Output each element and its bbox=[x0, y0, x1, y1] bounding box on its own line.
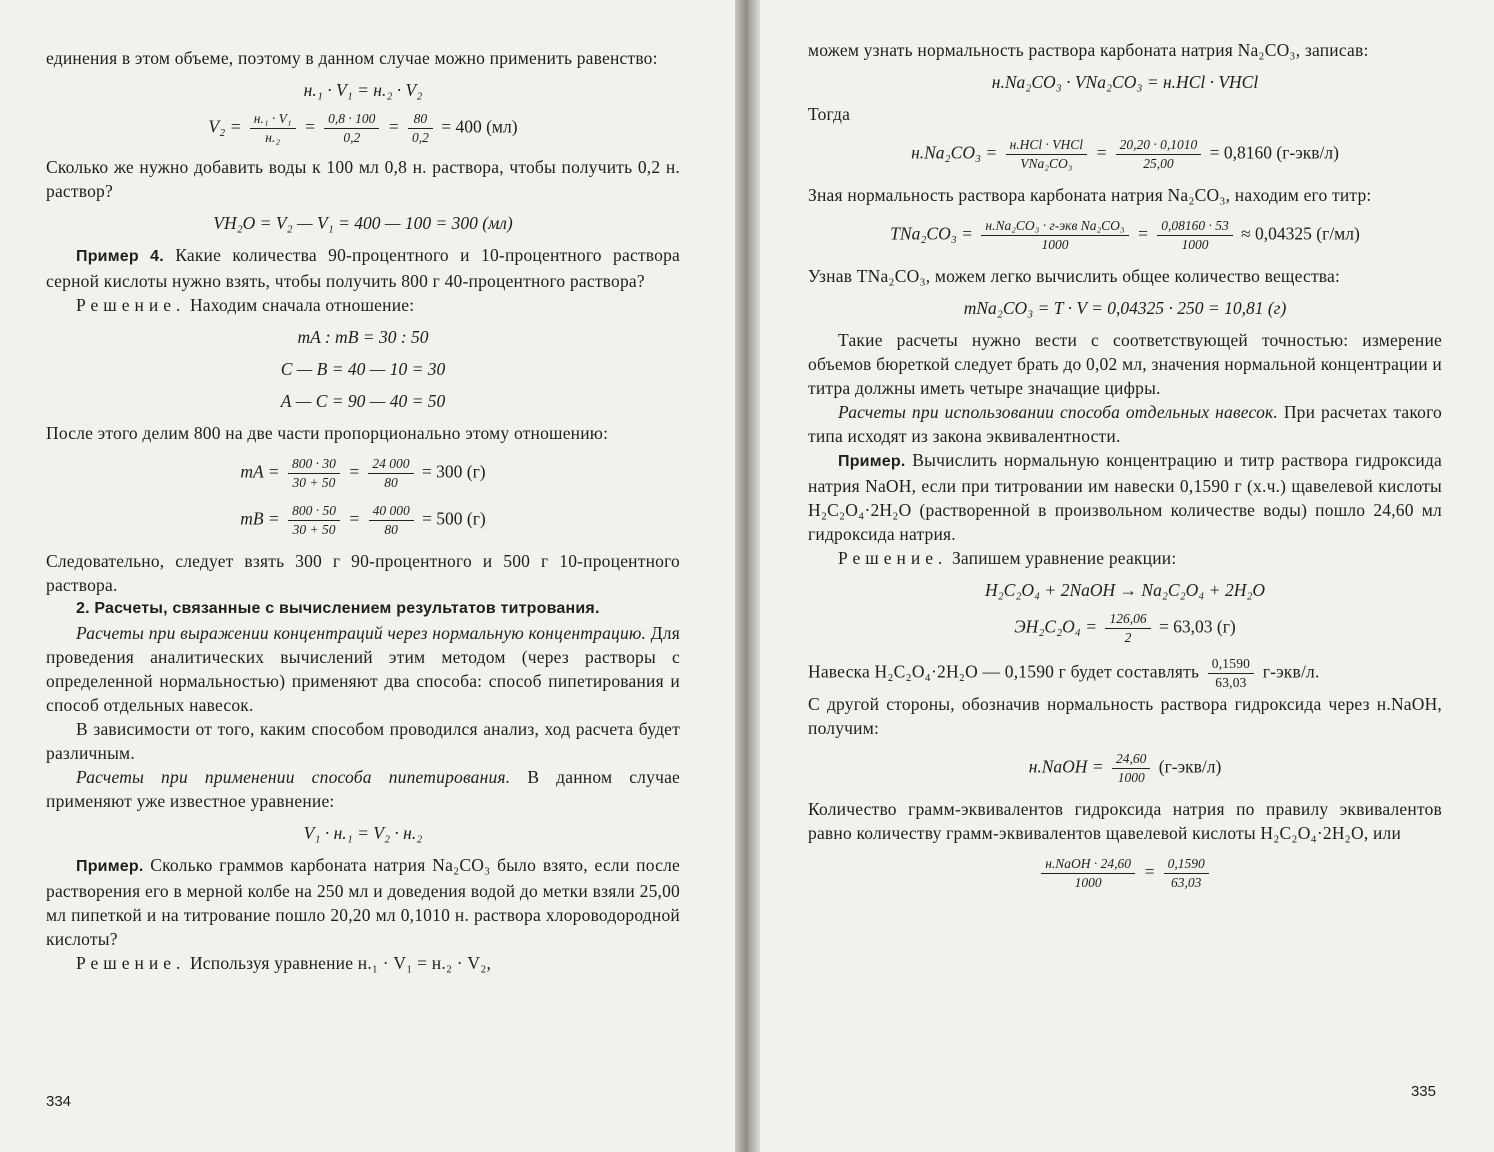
paragraph: Сколько же нужно добавить воды к 100 мл 0,8 н. раствора, чтобы получить 0,2 н. раствор? bbox=[46, 157, 680, 201]
paragraph: Навеска H₂C₂O₄·2H₂O — 0,1590 г будет составлять $\frac{0,1590}{63,03}$ г-экв/л. bbox=[808, 656, 1320, 690]
example-paragraph: Пример. Вычислить нормальную концентрацию и титр раствора гидроксида натрия NaOH, если при титровании им навески 0,1590 г (х.ч.) щавелевой кислоты H₂C₂O₄·2H₂O (растворенной в произвольном количестве воды) пошло 24,60 мл гидроксида натрия. bbox=[808, 450, 1443, 544]
paragraph: Следовательно, следует взять 300 г 90-процентного и 500 г 10-процентного раствора. bbox=[46, 551, 680, 595]
solution-label: Решение. bbox=[838, 548, 948, 568]
paragraph: Расчеты при применении способа пипетирования. В данном случае применяют уже известное уравнение: bbox=[46, 767, 680, 811]
paragraph: После этого делим 800 на две части пропорционально этому отношению: bbox=[46, 423, 609, 443]
fraction: $\frac{20,20 \cdot 0,1010}{25,00}$ bbox=[1116, 136, 1202, 173]
fraction: $\frac{0,8 \cdot 100}{0,2}$ bbox=[324, 110, 379, 147]
formula-fraction: н.NaOH = $\frac{24,60}{1000}$ (г-экв/л) bbox=[1028, 751, 1222, 785]
fraction: $\frac{0,1590}{63,03}$ bbox=[1164, 855, 1209, 892]
formula-fraction: V₂ = $\frac{\text{н.₁ · V₁}}{\text{н.₂}}$ = $\frac{0,8 \cdot 100}{0,2}$ = $\frac{80}{0,2}$ = 400 (мл) bbox=[208, 111, 518, 145]
example-label: Пример. bbox=[838, 453, 906, 470]
fraction: $\frac{24 000}{80}$ bbox=[368, 455, 413, 492]
paragraph: Расчеты при использовании способа отдельных навесок. При расчетах такого типа исходят из закона эквивалентности. bbox=[808, 402, 1443, 446]
fraction: $\frac{126,06}{2}$ bbox=[1105, 610, 1150, 647]
page-number: 334 bbox=[46, 1093, 72, 1110]
book-gutter bbox=[735, 0, 760, 1152]
formula: н.Na₂CO₃ · VNa₂CO₃ = н.HCl · VHCl bbox=[991, 72, 1259, 92]
paragraph: В зависимости от того, каким способом проводился анализ, ход расчета будет различным. bbox=[46, 719, 680, 763]
fraction: $\frac{24,60}{1000}$ bbox=[1112, 750, 1150, 787]
formula: H₂C₂O₄ + 2NaOH → Na₂C₂O₄ + 2H₂O bbox=[984, 580, 1266, 600]
paragraph: можем узнать нормальность раствора карбоната натрия Na₂CO₃, записав: bbox=[808, 40, 1369, 60]
formula-fraction: mB = $\frac{800 \cdot 50}{30 + 50}$ = $\frac{40 000}{80}$ = 500 (г) bbox=[240, 503, 486, 537]
example-label: Пример. bbox=[76, 858, 144, 875]
formula-fraction: mA = $\frac{800 \cdot 30}{30 + 50}$ = $\frac{24 000}{80}$ = 300 (г) bbox=[240, 456, 486, 490]
formula: mA : mB = 30 : 50 bbox=[297, 327, 429, 347]
solution-label: Решение. bbox=[76, 953, 186, 973]
fraction: $\frac{\text{н.NaOH · 24,60}}{1000}$ bbox=[1041, 855, 1135, 892]
solution-paragraph: Решение. Используя уравнение н.₁ · V₁ = н.₂ · V₂, bbox=[76, 953, 492, 973]
formula-fraction: ЭH₂C₂O₄ = $\frac{126,06}{2}$ = 63,03 (г) bbox=[1014, 611, 1236, 645]
paragraph: Зная нормальность раствора карбоната натрия Na₂CO₃, находим его титр: bbox=[808, 185, 1372, 205]
fraction: $\frac{80}{0,2}$ bbox=[408, 110, 433, 147]
paragraph: Расчеты при выражении концентраций через нормальную концентрацию. Для проведения аналитических вычислений этим методом (через растворы с определенной нормальностью) применяют два способа: способ пипетирования и способ отдельных навесок. bbox=[46, 623, 680, 715]
fraction: $\frac{0,1590}{63,03}$ bbox=[1208, 655, 1254, 692]
paragraph: единения в этом объеме, поэтому в данном случае можно применить равенство: bbox=[46, 48, 658, 68]
formula: н.₁ · V₁ = н.₂ · V₂ bbox=[303, 80, 423, 100]
section-heading: 2. Расчеты, связанные с вычислением результатов титрования. bbox=[76, 600, 600, 617]
fraction: $\frac{800 \cdot 30}{30 + 50}$ bbox=[288, 455, 340, 492]
formula: С — В = 40 — 10 = 30 bbox=[280, 359, 446, 379]
solution-paragraph: Решение. Находим сначала отношение: bbox=[76, 295, 415, 315]
example-label: Пример 4. bbox=[76, 248, 164, 265]
page-number: 335 bbox=[1410, 1083, 1436, 1100]
formula-fraction: TNa₂CO₃ = $\frac{\text{н.Na₂CO₃ · г-экв Na₂CO₃}}{1000}$ = $\frac{0,08160 \cdot 53}{1000}$ ≈ 0,04325 (г/мл) bbox=[890, 218, 1360, 252]
example-paragraph: Пример 4. Какие количества 90-процентного и 10-процентного раствора серной кислоты нужно взять, чтобы получить 800 г 40-процентного раствора? bbox=[46, 245, 680, 291]
paragraph: Тогда bbox=[808, 104, 851, 124]
formula: mNa₂CO₃ = T · V = 0,04325 · 250 = 10,81 (г) bbox=[963, 298, 1287, 318]
fraction: $\frac{0,08160 \cdot 53}{1000}$ bbox=[1157, 217, 1233, 254]
formula-fraction: н.Na₂CO₃ = $\frac{\text{н.HCl · VHCl}}{\text{VNa₂CO₃}}$ = $\frac{20,20 \cdot 0,1010}{25,00}$ = 0,8160 (г-экв/л) bbox=[911, 137, 1339, 171]
fraction: $\frac{40 000}{80}$ bbox=[369, 502, 414, 539]
paragraph: Узнав TNa₂CO₃, можем легко вычислить общее количество вещества: bbox=[808, 266, 1341, 286]
paragraph: Такие расчеты нужно вести с соответствующей точностью: измерение объемов бюреткой следует брать до 0,02 мл, значения нормальной концентрации и титра должны иметь четыре значащие цифры. bbox=[808, 330, 1442, 398]
fraction: $\frac{\text{н.Na₂CO₃ · г-экв Na₂CO₃}}{1000}$ bbox=[981, 217, 1128, 254]
fraction: $\frac{800 \cdot 50}{30 + 50}$ bbox=[288, 502, 340, 539]
paragraph: С другой стороны, обозначив нормальность раствора гидроксида через н.NaOH, получим: bbox=[808, 694, 1442, 738]
solution-label: Решение. bbox=[76, 295, 186, 315]
formula-fraction: $\frac{\text{н.NaOH · 24,60}}{1000}$ = $\frac{0,1590}{63,03}$ bbox=[808, 855, 1442, 892]
solution-paragraph: Решение. Запишем уравнение реакции: bbox=[838, 548, 1177, 568]
formula: А — С = 90 — 40 = 50 bbox=[280, 391, 446, 411]
example-paragraph: Пример. Сколько граммов карбоната натрия Na₂CO₃ было взято, если после растворения его в мерной колбе на 250 мл и доведения водой до метки взяли 25,00 мл пипеткой и на титрование пошло 20,20 мл 0,1010 н. раствора хлороводородной кислоты? bbox=[46, 855, 680, 949]
fraction: $\frac{\text{н.HCl · VHCl}}{\text{VNa₂CO₃}}$ bbox=[1006, 136, 1087, 173]
formula: V₁ · н.₁ = V₂ · н.₂ bbox=[303, 823, 423, 843]
fraction: $\frac{\text{н.₁ · V₁}}{\text{н.₂}}$ bbox=[250, 110, 296, 147]
left-page bbox=[0, 0, 735, 1152]
formula: VH₂O = V₂ — V₁ = 400 — 100 = 300 (мл) bbox=[213, 213, 513, 233]
paragraph: Количество грамм-эквивалентов гидроксида натрия по правилу эквивалентов равно количеству грамм-эквивалентов щавелевой кислоты H₂C₂O₄·2H₂O, или bbox=[808, 799, 1442, 843]
right-page bbox=[760, 0, 1494, 1152]
